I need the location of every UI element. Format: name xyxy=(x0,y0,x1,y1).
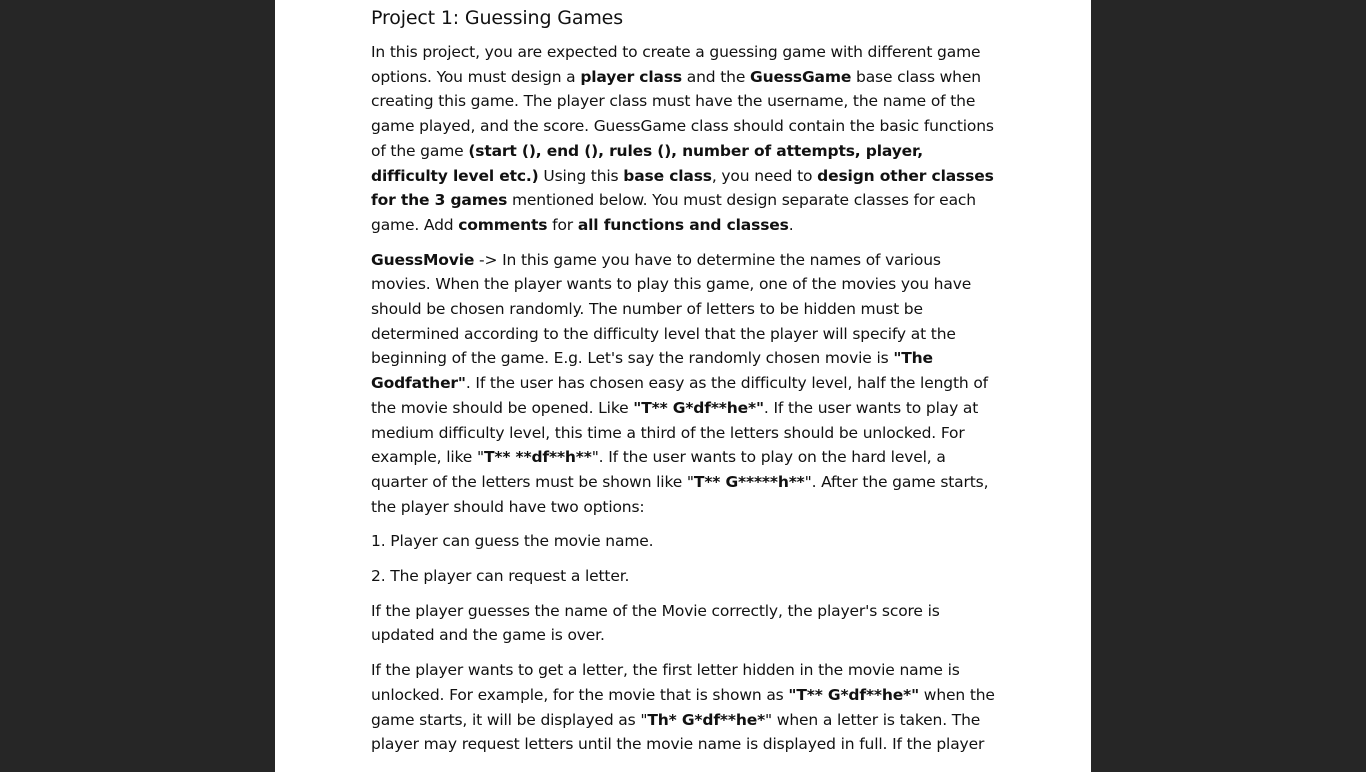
text-run: . If the user has chosen easy as the difficulty level, half the length of the movie should be opened. Like xyxy=(371,374,988,417)
bold-text-run: "The Godfather" xyxy=(371,349,933,393)
text-run: Using this xyxy=(538,166,624,185)
text-run: If the player wants to get a letter, the first letter hidden in the movie name is unlocked. For example, for the movie that is shown as xyxy=(371,661,960,704)
text-run: base class when creating this game. The player class must have the username, the name of the game played, and the score. GuessGame class should contain the basic functions of the game xyxy=(371,67,994,160)
guess-movie-paragraph xyxy=(371,248,1001,520)
text-run: " when a letter is taken. The player may request letters until the movie name is displayed in full. If the player xyxy=(371,710,985,754)
bold-text-run: "T** G*df**he*" xyxy=(633,398,764,417)
option-1-paragraph: 1. Player can guess the movie name. xyxy=(371,532,654,551)
option-2-paragraph: 2. The player can request a letter. xyxy=(371,567,630,586)
bold-text-run: (start (), end (), rules (), number of attempts, player, difficulty level etc.) xyxy=(371,141,923,185)
document-body xyxy=(371,4,1001,767)
bold-text-run: T** **df**h** xyxy=(483,448,592,467)
bold-text-run: base class xyxy=(623,166,712,185)
text-run: . If the user wants to play at medium difficulty level, this time a third of the letters should be unlocked. For example, like " xyxy=(371,398,979,467)
letter-request-paragraph xyxy=(371,658,1001,757)
correct-guess-paragraph: If the player guesses the name of the Movie correctly, the player's score is updated and the game is over. xyxy=(371,601,940,645)
bold-text-run: "T** G*df**he*" xyxy=(788,685,920,704)
text-run: mentioned below. You must design separate classes for each game. Add xyxy=(371,191,976,234)
intro-paragraph xyxy=(371,40,1001,238)
bold-text-run: design other classes for the 3 games xyxy=(371,166,994,210)
document-title: Project 1: Guessing Games xyxy=(371,7,623,29)
bold-text-run: Th* G*df**he* xyxy=(647,710,766,729)
document-page xyxy=(275,0,1091,772)
text-run: In this project, you are expected to create a guessing game with different game options. You must design a xyxy=(371,43,981,86)
text-run: -> In this game you have to determine the names of various movies. When the player wants to play this game, one of the movies you have should be chosen randomly. The number of letters to be hidden must be determined according to the difficulty level that the player will specify at the beginning of the game. E.g. Let's say the randomly chosen movie is xyxy=(371,250,972,368)
text-run: ". If the user wants to play on the hard level, a quarter of the letters must be shown like " xyxy=(371,448,946,491)
bold-text-run: GuessGame xyxy=(750,67,852,86)
text-run: when the game starts, it will be displayed as " xyxy=(371,685,995,729)
bold-text-run: comments xyxy=(458,215,548,234)
bold-text-run: all functions and classes xyxy=(577,215,789,234)
text-run: . xyxy=(788,215,794,234)
text-run: , you need to xyxy=(711,166,818,185)
bold-text-run: T** G*****h** xyxy=(693,472,805,491)
text-run: ". After the game starts, the player should have two options: xyxy=(371,472,989,516)
text-run: and the xyxy=(681,67,751,86)
bold-text-run: player class xyxy=(580,67,682,86)
text-run: for xyxy=(547,215,578,234)
bold-text-run: GuessMovie xyxy=(371,250,475,269)
